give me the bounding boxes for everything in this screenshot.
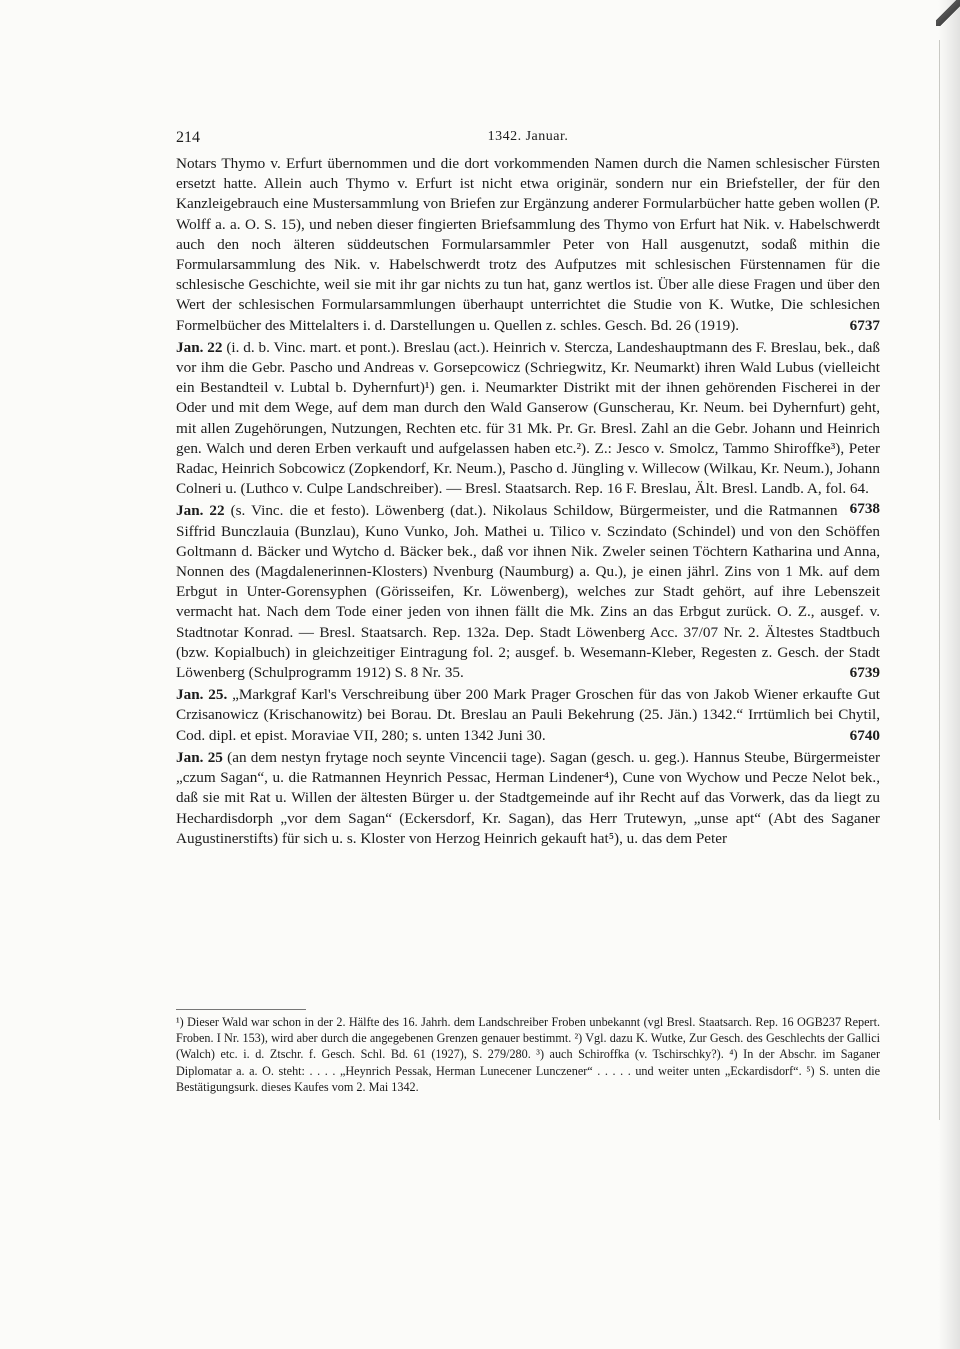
regest-entry: [176, 748, 880, 849]
regest-entry: [176, 685, 880, 746]
regest-date: Jan. 22: [176, 502, 225, 520]
running-head: 1342. Januar.: [487, 129, 569, 144]
regest-text: (s. Vinc. die et festo). Löwenberg (dat.). Nikolaus Schildow, Bürgermeister, und die Ratmannen Siffrid Bunczlauia (Bunzlau), Kuno Vunko, Joh. Mathei u. Tilico v. Sczindato (Schindel) und von den Schöffen Goltmann d. Bäcker und Wytcho d. Bäcker bek., daß vor ihnen Nik. Zweler seinen Töchtern Katharina und Anna, Nonnen des (Magdalenerinnen-Klosters) Nvenburg (Naumburg) a. Qu.), je einen jährl. Zins von 1 Mk. auf dem Erbgut in Unter-Gorensyphen (Görisseifen, Kr. Löwenberg), welches zur Stadt gehört, auf ihre Lebenszeit vermacht hat. Nach dem Tode einer jeden von ihnen fällt die Mk. Zins an das Erbgut zurück. O. Z., ausgef. v. Stadtnotar Konrad. — Bresl. Staatsarch. Rep. 132a. Dep. Stadt Löwenberg Acc. 37/07 Nr. 2. Ältestes Stadtbuch (bzw. Kopialbuch) in gleichzeitiger Eintragung fol. 2; ausgef. b. Wesemann-Kleber, Regesten z. Gesch. der Stadt Löwenberg (Schulprogramm 1912) S. 8 Nr. 35.: [176, 502, 880, 682]
main-text: [176, 154, 880, 849]
page-number: 214: [176, 129, 200, 146]
regest-text: „Markgraf Karl's Verschreibung über 200 Mark Prager Groschen für das von Jakob Wiener erkaufte Gut Crzisanowicz (Krischanowitz) bei Borau. Dt. Breslau an Pauli Bekehrung (25. Jän.) 1342.“ Irrtümlich bei Chytil, Cod. dipl. et epist. Moraviae VII, 280; s. unten 1342 Juni 30.: [176, 686, 881, 744]
regest-text: (an dem nestyn frytage noch seynte Vincencii tage). Sagan (gesch. u. geg.). Hannus Steube, Bürgermeister „czum Sagan“, u. die Ratmannen Heynrich Pessac, Herman Lindener⁴), Cune von Wychow und Pecze Nelot bek., daß sie mit Rat u. Willen der ältesten Bürger u. der Stadtgemeinde auf ihr Recht auf das Vorwerk, das da liegt zu Hechardisdorph „vor dem Sagan“ (Eckersdorf, Kr. Sagan), das Herr Trutewyn, „unse apt“ (Abt des Saganer Augustinerstifts) für sich u. s. Kloster von Herzog Heinrich gekauft hat⁵), u. das dem Peter: [176, 748, 881, 847]
intro-text: Notars Thymo v. Erfurt übernommen und die dort vorkommenden Namen durch die Namen schlesischer Fürsten ersetzt hatte. Allein auch Thymo v. Erfurt ist nicht etwa originär, sondern nur ein Briefsteller, der für den Kanzleigebrauch eine Mustersammlung von Briefen zur Ergänzung anderer Formularbücher hatte geben wollen (P. Wolff a. a. O. S. 15), und neben dieser fingierten Briefsammlung des Thymo von Erfurt hat Nik. v. Habelschwerdt auch den noch älteren süddeutschen Formularsammler Peter von Hall ausgenutzt, sodaß mithin die Formularsammlung des Nik. v. Habelschwerdt trotz des Aufputzes mit schlesischen Fürstennamen für die schlesische Geschichte, weil sie mit ihr gar nichts zu tun hat, ganz wertlos ist. Über alle diese Fragen und über den Wert der schlesischen Formularsammlungen überhaupt unterrichtet die Studie von K. Wutke, Die schlesichen Formelbücher des Mittelalters i. d. Darstellungen u. Quellen z. schles. Gesch. Bd. 26 (1919).: [176, 155, 880, 334]
footnote-text: ¹) Dieser Wald war schon in der 2. Hälfte des 16. Jahrh. dem Landschreiber Froben unbekannt (vgl Bresl. Staatsarch. Rep. 16 OGB237 Repert. Froben. I Nr. 153), wird aber durch die angegebenen Grenzen genauer bestimmt. ²) Vgl. dazu K. Wutke, Zur Gesch. des Geschlechts der Gallici (Walch) etc. i. d. Ztschr. f. Gesch. Schl. Bd. 61 (1927), S. 279/280. ³) auch Schiroffka (v. Tschirschky?). ⁴) In der Abschr. im Saganer Diplomatar a. a. O. steht: . . . . „Heynrich Pessak, Herman Lunecener Lunczener“ . . . . . und weiter unten „Eckardisdorf“. ⁵) S. unten die Bestätigungsurk. dieses Kaufes vom 2. Mai 1342.: [176, 1015, 880, 1094]
regest-date: Jan. 25: [176, 748, 223, 766]
regest-number: 6740: [849, 726, 880, 744]
regest-entry: [176, 501, 880, 683]
regest-number: 6739: [849, 664, 880, 682]
regest-number: 6737: [849, 316, 880, 334]
regest-text: (i. d. b. Vinc. mart. et pont.). Breslau (act.). Heinrich v. Stercza, Landeshauptmann des F. Breslau, bek., daß vor ihm die Gebr. Pascho und Andreas v. Gorsepcowicz (Schriegwitz, Kr. Neumarkt) ihren Wald Lubus (vielleicht ein Bestandteil v. Lubtal b. Dyhernfurt)¹) gen. i. Neumarkter Distrikt mit der ihnen gehörenden Fischerei in der Oder und mit dem Wege, auf dem man durch den Wald Ganserow (Gunscherau, Kr. Neum. bei Dyhernfurt) geht, mit allen Zugehörungen, Nutzungen, Rechten etc. für 31 Mk. Pr. Gr. Bresl. Zahl an die Gebr. Johann und Heinrich gen. Walch und deren Erben verkauft und aufgelassen haben etc.²). Z.: Jesco v. Smolcz, Tammo Shiroffke³), Peter Radac, Heinrich Sobcowicz (Zopkendorf, Kr. Neum.), Pascho d. Jüngling v. Willecow (Wilkau, Kr. Neum.), Johann Colneri u. (Luthco v. Culpe Landschreiber). — Bresl. Staatsarch. Rep. 16 F. Breslau, Ält. Bresl. Landb. A, fol. 64.: [176, 338, 881, 498]
regest-entry: [176, 338, 881, 518]
regest-date: Jan. 25.: [176, 686, 228, 704]
corner-mark: [936, 0, 960, 26]
footnotes: [176, 1014, 880, 1095]
page-edge-line: [939, 40, 940, 1120]
intro-paragraph: [176, 154, 880, 336]
regest-date: Jan. 22: [176, 338, 223, 356]
page-header: [176, 129, 880, 153]
page-edge-shadow: [938, 0, 960, 1349]
regest-number: 6738: [849, 500, 880, 518]
footnote-separator: [176, 1009, 306, 1010]
